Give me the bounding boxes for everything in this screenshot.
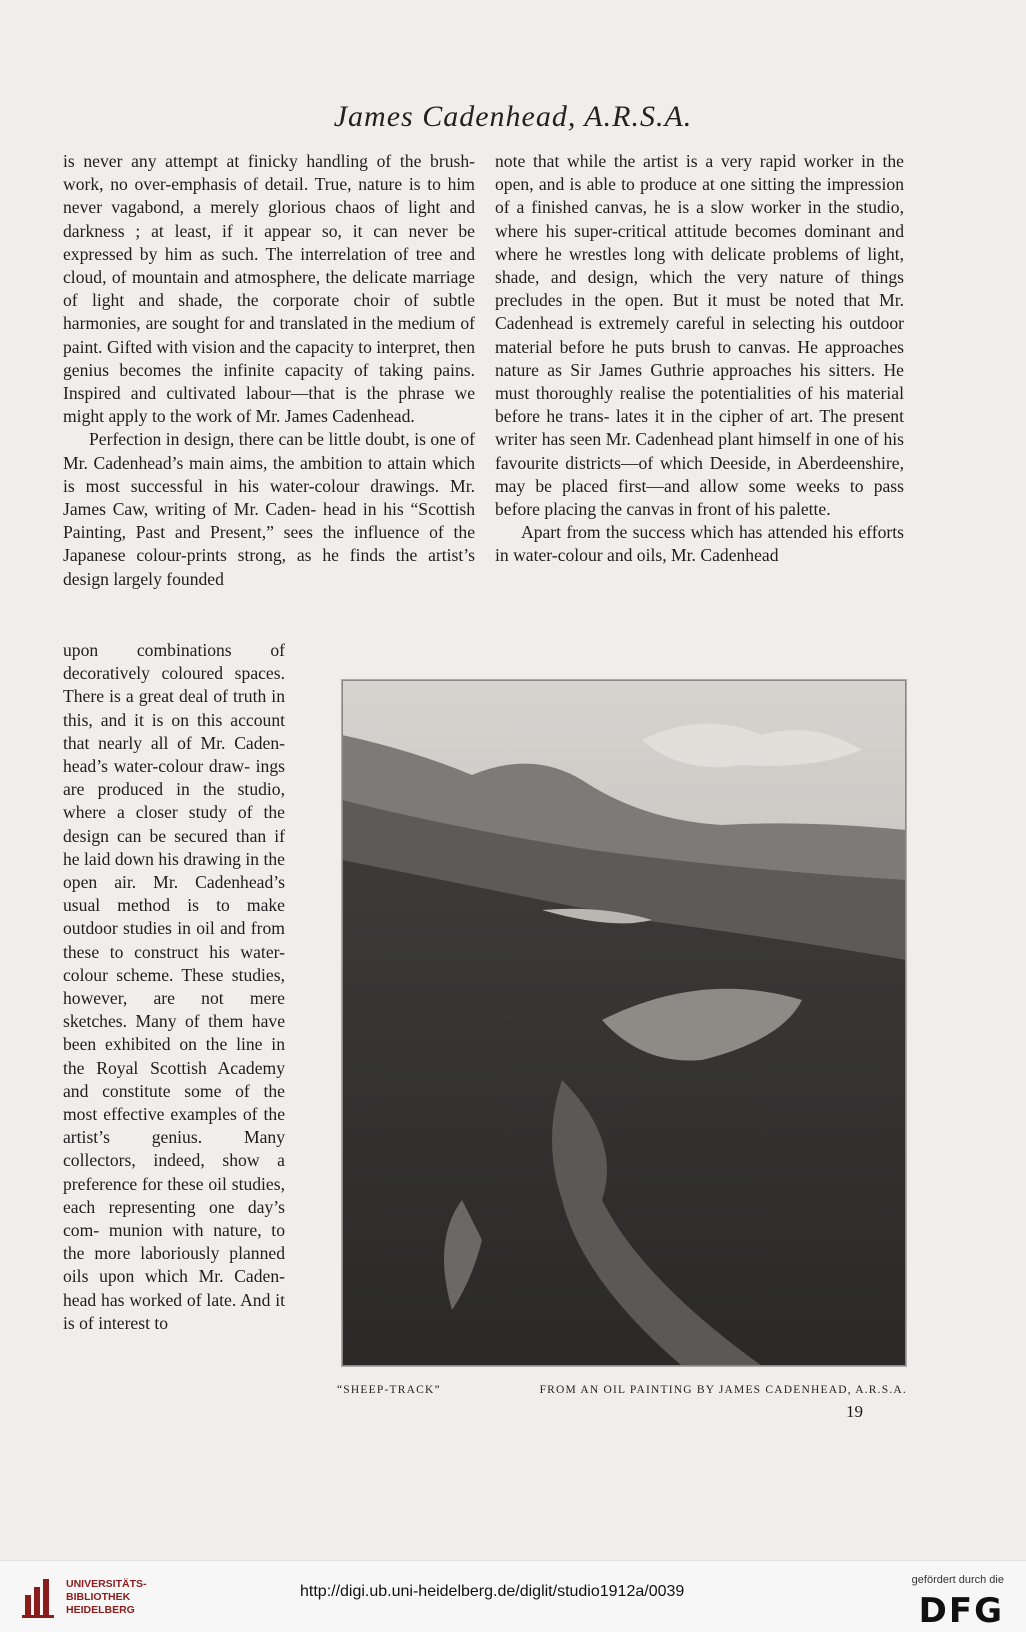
sheep-track-painting [342,680,906,1366]
library-name-line: UNIVERSITÄTS- [66,1578,147,1590]
plate-caption-title: “SHEEP-TRACK” [337,1384,441,1396]
university-library-logo-icon [22,1575,58,1619]
paragraph: Apart from the success which has attended his efforts in water-colour and oils, Mr. Cadenhead [495,522,904,566]
left-column-narrow [63,639,285,1335]
right-column [495,150,904,568]
paragraph: upon combinations of decoratively coloured spaces. There is a great deal of truth in this, and it is on this account that nearly all of Mr. Caden- head’s water-colour draw- ings are produced in the studio, where a closer study of the design can be secured than if he laid down his drawing in the open air. Mr. Cadenhead’s usual method is to make outdoor studies in oil and from these to construct his water-colour scheme. These studies, however, are not mere sketches. Many of them have been exhibited on the line in the Royal Scottish Academy and constitute some of the most effective examples of the artist’s genius. Many collectors, indeed, show a preference for these oil studies, each representing one day’s com- munion with nature, to the more laboriously planned oils upon which Mr. Caden- head has worked of late. And it is of interest to [63,640,285,1333]
library-name-line: HEIDELBERG [66,1604,135,1616]
library-name-line: BIBLIOTHEK [66,1591,131,1603]
paragraph: Perfection in design, there can be little doubt, is one of Mr. Cadenhead’s main aims, the ambition to attain which is most successful in his water-colour drawings. Mr. James Caw, writing of Mr. Caden- head in his “Scottish Painting, Past and Present,” sees the influence of the Japanese colour-prints strong, as he finds the artist’s design largely founded [63,429,475,589]
source-url-link[interactable]: http://digi.ub.uni-heidelberg.de/diglit/studio1912a/0039 [300,1583,685,1600]
paragraph: note that while the artist is a very rapid worker in the open, and is able to produce at one sitting the impression of a finished canvas, he is a slow worker in the studio, where his super-critical attitude becomes dominant and where he wrestles long with delicate problems of light, shade, and design, which the very nature of things precludes in the open. But it must be noted that Mr. Cadenhead is extremely careful in selecting his outdoor material before he puts brush to canvas. He approaches nature as Sir James Guthrie approaches his sitters. He must thoroughly realise the potentialities of his material before he trans- lates it in the cipher of art. The present writer has seen Mr. Cadenhead plant himself in one of his favourite districts—of which Deeside, in Aberdeenshire, may be placed first—and allow some weeks to pass before placing the canvas in front of his palette. [495,151,904,520]
paragraph: is never any attempt at finicky handling of the brush-work, no over-emphasis of detail. True, nature is to him never vagabond, a merely glorious chaos of light and darkness ; at least, if it appear so, it can never be expressed by him as such. The interrelation of tree and cloud, of mountain and atmosphere, the delicate marriage of light and shade, the corporate choir of subtle harmonies, are sought for and translated in the medium of paint. Gifted with vision and the capacity to interpret, then genius becomes the infinite capacity of taking pains. Inspired and cultivated labour—that is the phrase we might apply to the work of Mr. James Cadenhead. [63,151,475,427]
funding-caption: gefördert durch die [911,1574,1004,1586]
page-number: 19 [846,1402,863,1421]
dfg-logo-icon: DFG [918,1591,1004,1631]
digitization-footer [0,1560,1026,1632]
library-name [66,1578,147,1617]
painting-plate [341,679,907,1367]
left-column-top [63,150,475,591]
plate-caption-credit: FROM AN OIL PAINTING BY JAMES CADENHEAD, A.R.S.A. [539,1384,907,1396]
running-title: James Cadenhead, A.R.S.A. [333,100,693,133]
